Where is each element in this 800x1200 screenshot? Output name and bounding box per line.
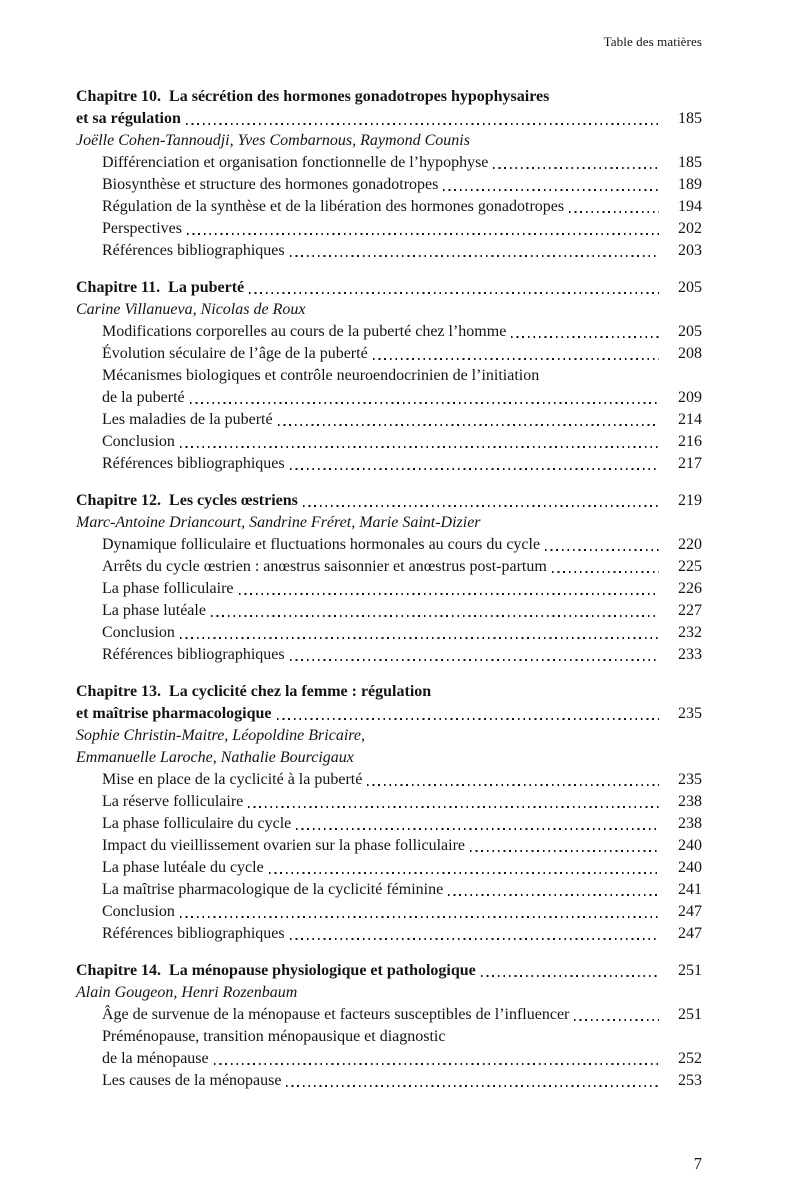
- chapter-authors: [76, 130, 702, 152]
- dot-leader: [552, 571, 659, 573]
- toc-entry-line-text: La phase folliculaire: [102, 580, 234, 597]
- toc-entry-line-text: Les maladies de la puberté: [102, 411, 273, 428]
- page-ref: 205: [678, 279, 702, 296]
- toc-entry-line-text: Régulation de la synthèse et de la libération des hormones gonadotropes: [102, 198, 565, 215]
- page-ref: 209: [678, 389, 702, 406]
- page-ref: 219: [678, 492, 702, 509]
- chapter-title-line-text: Chapitre 13. La cyclicité chez la femme : régulation: [76, 683, 432, 700]
- dot-leader: [249, 292, 659, 294]
- dot-leader: [290, 468, 659, 470]
- chapter-title-line-text: et maîtrise pharmacologique: [76, 705, 272, 722]
- toc-entry-line-text: Préménopause, transition ménopausique et diagnostic: [102, 1028, 446, 1045]
- toc-entry-line-text: Références bibliographiques: [102, 646, 285, 663]
- toc-entry-line: [76, 1048, 702, 1070]
- toc-entry-line: [76, 343, 702, 365]
- toc-entry-line-text: Biosynthèse et structure des hormones gonadotropes: [102, 176, 439, 193]
- running-header: Table des matières: [603, 34, 702, 49]
- toc-entry-line: [76, 622, 702, 644]
- toc-entry-line-text: Références bibliographiques: [102, 925, 285, 942]
- toc-entry-line: [76, 409, 702, 431]
- page-ref: 240: [678, 859, 702, 876]
- page-ref: 226: [678, 580, 702, 597]
- toc-entry-line: [76, 813, 702, 835]
- toc-entry-line: [76, 879, 702, 901]
- page-ref: 214: [678, 411, 702, 428]
- dot-leader: [187, 233, 659, 235]
- toc-entry-line: [76, 534, 702, 556]
- page-ref: 185: [678, 154, 702, 171]
- chapter-authors: [76, 747, 702, 769]
- dot-leader: [211, 615, 659, 617]
- dot-leader: [239, 593, 660, 595]
- toc-entry-line: [76, 1070, 702, 1092]
- chapter-authors-text: Carine Villanueva, Nicolas de Roux: [76, 301, 306, 318]
- toc-entry-line: [76, 1004, 702, 1026]
- chapter-title-line: [76, 277, 702, 299]
- chapter-title-line: [76, 681, 702, 703]
- dot-leader: [290, 938, 659, 940]
- toc-entry-line-text: Conclusion: [102, 624, 175, 641]
- page-ref: 220: [678, 536, 702, 553]
- toc-entry-line-text: de la puberté: [102, 389, 185, 406]
- toc-entry-line: [76, 196, 702, 218]
- page-ref: 241: [678, 881, 702, 898]
- page-ref: 251: [678, 1006, 702, 1023]
- toc-chapter: [76, 960, 702, 1092]
- toc-entry-line-text: Conclusion: [102, 903, 175, 920]
- chapter-title-line-text: et sa régulation: [76, 110, 181, 127]
- page-ref: 217: [678, 455, 702, 472]
- toc-entry-line: [76, 387, 702, 409]
- dot-leader: [493, 167, 659, 169]
- dot-leader: [481, 975, 659, 977]
- dot-leader: [448, 894, 659, 896]
- toc-entry-line-text: La réserve folliculaire: [102, 793, 244, 810]
- toc-entry-line-text: Références bibliographiques: [102, 242, 285, 259]
- toc-entry-line: [76, 923, 702, 945]
- dot-leader: [443, 189, 659, 191]
- toc-entry-line-text: Âge de survenue de la ménopause et facteurs susceptibles de l’influencer: [102, 1006, 570, 1023]
- chapter-title-line: [76, 86, 702, 108]
- chapter-authors-text: Joëlle Cohen-Tannoudji, Yves Combarnous, Raymond Counis: [76, 132, 470, 149]
- toc-entry-line-text: La phase lutéale du cycle: [102, 859, 264, 876]
- toc-entry-line: [76, 600, 702, 622]
- toc-chapter: [76, 681, 702, 945]
- page-ref: 203: [678, 242, 702, 259]
- toc-entry-line: [76, 365, 702, 387]
- toc-entry-line-text: Évolution séculaire de l’âge de la puberté: [102, 345, 368, 362]
- page-ref: 189: [678, 176, 702, 193]
- toc-entry-line: [76, 321, 702, 343]
- chapter-title-line: [76, 108, 702, 130]
- toc-entry-line-text: de la ménopause: [102, 1050, 209, 1067]
- toc-entry-line-text: La phase folliculaire du cycle: [102, 815, 292, 832]
- page-ref: 238: [678, 793, 702, 810]
- dot-leader: [470, 850, 659, 852]
- toc-entry-line: [76, 431, 702, 453]
- toc-entry-line-text: La phase lutéale: [102, 602, 206, 619]
- toc-entry-line-text: Modifications corporelles au cours de la puberté chez l’homme: [102, 323, 507, 340]
- page-ref: 247: [678, 903, 702, 920]
- toc-entry-line: [76, 578, 702, 600]
- page-ref: 208: [678, 345, 702, 362]
- toc-entry-line-text: Impact du vieillissement ovarien sur la phase folliculaire: [102, 837, 465, 854]
- page-ref: 233: [678, 646, 702, 663]
- toc-entry-line: [76, 835, 702, 857]
- dot-leader: [186, 123, 659, 125]
- page-ref: 194: [678, 198, 702, 215]
- chapter-authors: [76, 725, 702, 747]
- toc-entry-line: [76, 769, 702, 791]
- chapter-authors: [76, 982, 702, 1004]
- toc-entry-line: [76, 1026, 702, 1048]
- page-ref: 251: [678, 962, 702, 979]
- chapter-authors-text: Sophie Christin-Maitre, Léopoldine Bricaire,: [76, 727, 366, 744]
- chapter-title-line-text: Chapitre 14. La ménopause physiologique et pathologique: [76, 962, 476, 979]
- page-ref: 247: [678, 925, 702, 942]
- toc-chapter: [76, 277, 702, 475]
- dot-leader: [290, 255, 659, 257]
- chapter-authors-text: Alain Gougeon, Henri Rozenbaum: [76, 984, 298, 1001]
- toc-entry-line-text: Différenciation et organisation fonctionnelle de l’hypophyse: [102, 154, 489, 171]
- dot-leader: [277, 718, 659, 720]
- dot-leader: [303, 505, 659, 507]
- page-number: 7: [693, 1154, 702, 1173]
- chapter-title-line: [76, 960, 702, 982]
- page-ref: 240: [678, 837, 702, 854]
- page-ref: 252: [678, 1050, 702, 1067]
- table-of-contents: [76, 86, 702, 1092]
- page-ref: 225: [678, 558, 702, 575]
- page-ref: 235: [678, 705, 702, 722]
- dot-leader: [214, 1063, 659, 1065]
- chapter-authors-text: Emmanuelle Laroche, Nathalie Bourcigaux: [76, 749, 354, 766]
- page-ref: 232: [678, 624, 702, 641]
- chapter-authors-text: Marc-Antoine Driancourt, Sandrine Fréret, Marie Saint-Dizier: [76, 514, 481, 531]
- page-ref: 235: [678, 771, 702, 788]
- toc-entry-line-text: Les causes de la ménopause: [102, 1072, 282, 1089]
- toc-chapter: [76, 490, 702, 666]
- dot-leader: [180, 916, 659, 918]
- toc-entry-line-text: Mise en place de la cyclicité à la puberté: [102, 771, 363, 788]
- dot-leader: [180, 446, 659, 448]
- page-ref: 216: [678, 433, 702, 450]
- dot-leader: [278, 424, 659, 426]
- toc-entry-line-text: La maîtrise pharmacologique de la cyclicité féminine: [102, 881, 444, 898]
- chapter-title-line-text: Chapitre 12. Les cycles œstriens: [76, 492, 298, 509]
- toc-entry-line: [76, 218, 702, 240]
- toc-entry-line: [76, 644, 702, 666]
- dot-leader: [290, 659, 659, 661]
- page-ref: 253: [678, 1072, 702, 1089]
- chapter-title-line: [76, 490, 702, 512]
- page-ref: 185: [678, 110, 702, 127]
- toc-entry-line-text: Arrêts du cycle œstrien : anœstrus saisonnier et anœstrus post-partum: [102, 558, 547, 575]
- toc-entry-line-text: Mécanismes biologiques et contrôle neuroendocrinien de l’initiation: [102, 367, 540, 384]
- dot-leader: [286, 1085, 659, 1087]
- toc-entry-line: [76, 152, 702, 174]
- dot-leader: [569, 211, 659, 213]
- toc-entry-line: [76, 791, 702, 813]
- toc-entry-line: [76, 857, 702, 879]
- dot-leader: [296, 828, 659, 830]
- dot-leader: [248, 806, 659, 808]
- page-ref: 205: [678, 323, 702, 340]
- chapter-authors: [76, 512, 702, 534]
- toc-entry-line: [76, 556, 702, 578]
- chapter-title-line-text: Chapitre 10. La sécrétion des hormones gonadotropes hypophysaires: [76, 88, 550, 105]
- chapter-title-line-text: Chapitre 11. La puberté: [76, 279, 245, 296]
- toc-entry-line: [76, 901, 702, 923]
- toc-entry-line: [76, 240, 702, 262]
- toc-entry-line-text: Références bibliographiques: [102, 455, 285, 472]
- chapter-authors: [76, 299, 702, 321]
- toc-chapter: [76, 86, 702, 262]
- toc-entry-line-text: Perspectives: [102, 220, 182, 237]
- toc-entry-line-text: Dynamique folliculaire et fluctuations hormonales au cours du cycle: [102, 536, 541, 553]
- toc-entry-line: [76, 174, 702, 196]
- page-ref: 227: [678, 602, 702, 619]
- dot-leader: [269, 872, 659, 874]
- dot-leader: [190, 402, 659, 404]
- dot-leader: [373, 358, 659, 360]
- page-ref: 202: [678, 220, 702, 237]
- dot-leader: [180, 637, 659, 639]
- chapter-title-line: [76, 703, 702, 725]
- toc-entry-line-text: Conclusion: [102, 433, 175, 450]
- toc-entry-line: [76, 453, 702, 475]
- dot-leader: [367, 784, 659, 786]
- page-ref: 238: [678, 815, 702, 832]
- dot-leader: [511, 336, 659, 338]
- dot-leader: [574, 1019, 659, 1021]
- dot-leader: [545, 549, 659, 551]
